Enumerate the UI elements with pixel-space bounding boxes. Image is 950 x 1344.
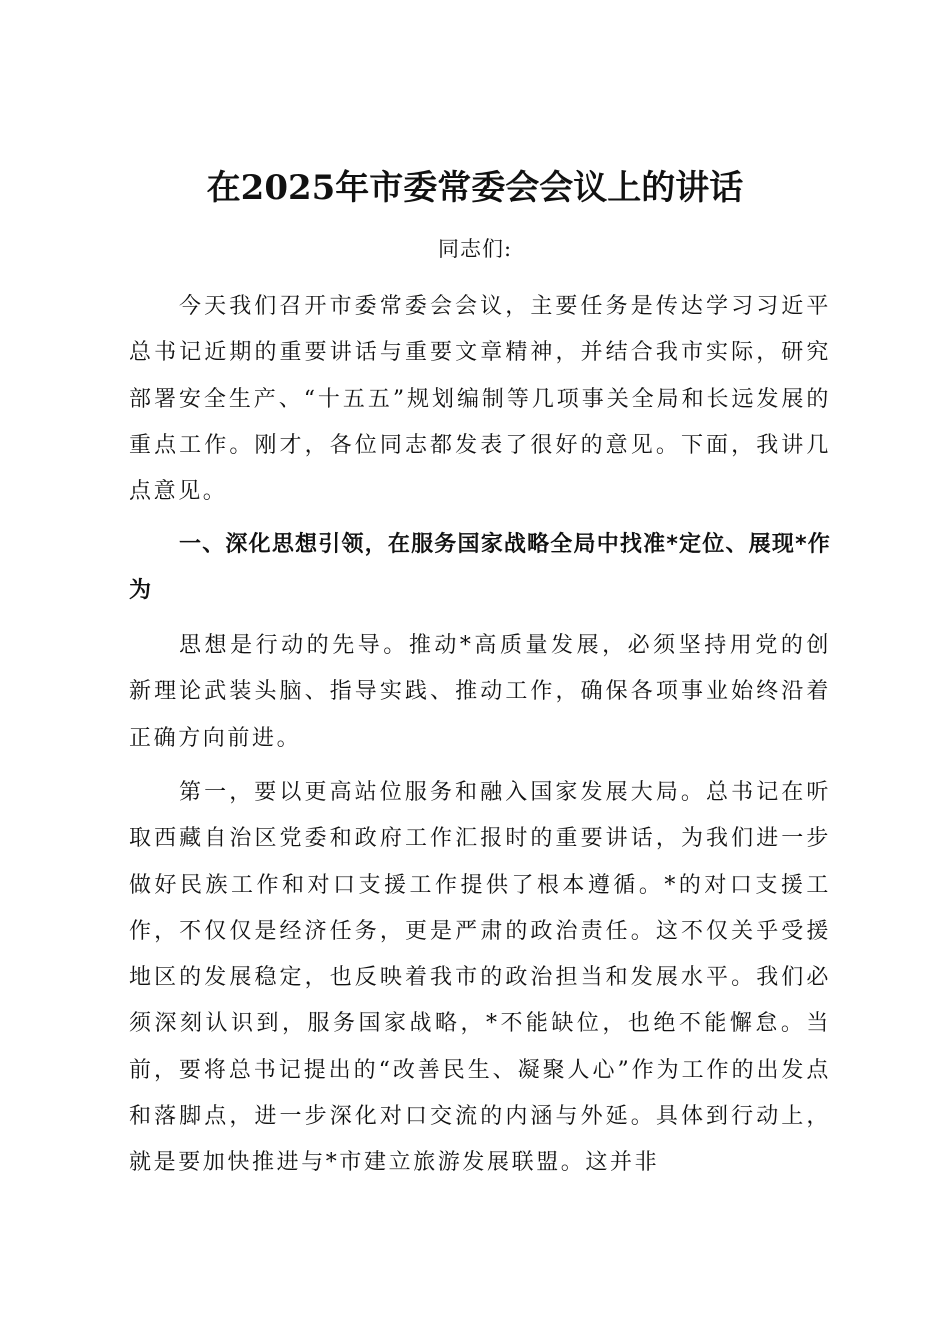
document-title: 在2025年市委常委会会议上的讲话 xyxy=(206,168,744,208)
salutation: 同志们: xyxy=(437,237,513,261)
paragraph-guidance: 思想是行动的先导。推动*高质量发展，必须坚持用党的创新理论武装头脑、指导实践、推动工作，确保各项事业始终沿着正确方向前进。 xyxy=(129,633,831,751)
paragraph-intro: 今天我们召开市委常委会会议，主要任务是传达学习习近平总书记近期的重要讲话与重要文章精神，并结合我市实际，研究部署安全生产、“十五五”规划编制等几项事关全局和长远发展的重点工作。刚才，各位同志都发表了很好的意见。下面，我讲几点意见。 xyxy=(129,294,831,505)
paragraph-first-point: 第一，要以更高站位服务和融入国家发展大局。总书记在听取西藏自治区党委和政府工作汇报时的重要讲话，为我们进一步做好民族工作和对口支援工作提供了根本遵循。*的对口支援工作，不仅仅是经济任务，更是严肃的政治责任。这不仅关乎受援地区的发展稳定，也反映着我市的政治担当和发展水平。我们必须深刻认识到，服务国家战略，*不能缺位，也绝不能懈怠。当前，要将总书记提出的“改善民生、凝聚人心”作为工作的出发点和落脚点，进一步深化对口交流的内涵与外延。具体到行动上，就是要加快推进与*市建立旅游发展联盟。这并非 xyxy=(129,780,831,1176)
section-heading-1: 一、深化思想引领，在服务国家战略全局中找准*定位、展现*作为 xyxy=(129,532,831,603)
